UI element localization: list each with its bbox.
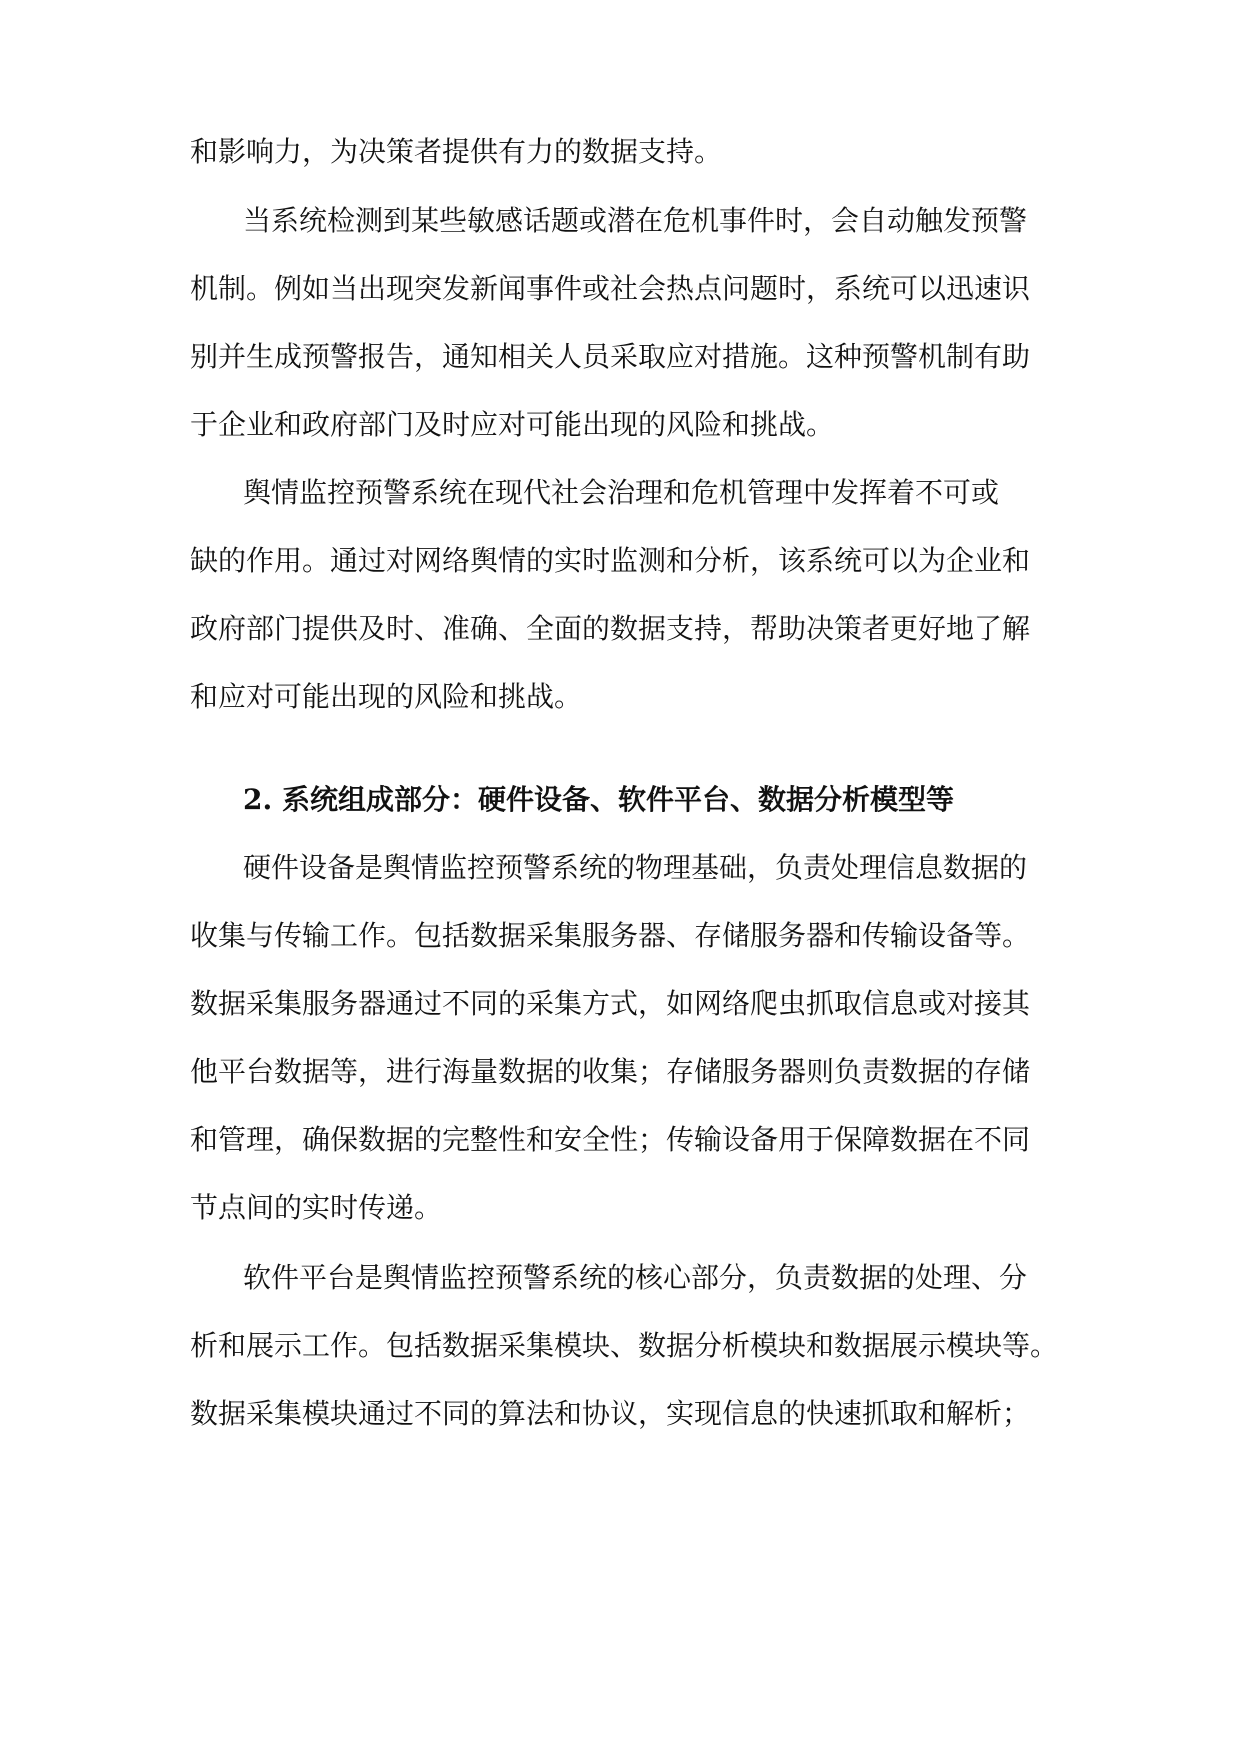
paragraph-line: 和应对可能出现的风险和挑战。 [190, 680, 583, 713]
paragraph-line: 舆情监控预警系统在现代社会治理和危机管理中发挥着不可或 [243, 476, 1000, 509]
section-heading: 2. 系统组成部分：硬件设备、软件平台、数据分析模型等 [243, 783, 954, 816]
paragraph-line: 当系统检测到某些敏感话题或潜在危机事件时，会自动触发预警 [243, 204, 1028, 237]
paragraph-line: 和影响力，为决策者提供有力的数据支持。 [190, 135, 723, 168]
paragraph-line: 和管理，确保数据的完整性和安全性；传输设备用于保障数据在不同 [190, 1123, 1031, 1156]
paragraph-line: 政府部门提供及时、准确、全面的数据支持，帮助决策者更好地了解 [190, 612, 1031, 645]
paragraph-line: 收集与传输工作。包括数据采集服务器、存储服务器和传输设备等。 [190, 919, 1031, 952]
paragraph-line: 数据采集服务器通过不同的采集方式，如网络爬虫抓取信息或对接其 [190, 987, 1031, 1020]
paragraph-line: 数据采集模块通过不同的算法和协议，实现信息的快速抓取和解析； [190, 1397, 1031, 1430]
paragraph-line: 缺的作用。通过对网络舆情的实时监测和分析，该系统可以为企业和 [190, 544, 1031, 577]
paragraph-line: 节点间的实时传递。 [190, 1191, 443, 1224]
paragraph-line: 他平台数据等，进行海量数据的收集；存储服务器则负责数据的存储 [190, 1055, 1031, 1088]
paragraph-line: 于企业和政府部门及时应对可能出现的风险和挑战。 [190, 408, 835, 441]
paragraph-line: 别并生成预警报告，通知相关人员采取应对措施。这种预警机制有助 [190, 340, 1031, 373]
paragraph-line: 析和展示工作。包括数据采集模块、数据分析模块和数据展示模块等。 [190, 1329, 1059, 1362]
paragraph-line: 硬件设备是舆情监控预警系统的物理基础，负责处理信息数据的 [243, 851, 1028, 884]
paragraph-line: 软件平台是舆情监控预警系统的核心部分，负责数据的处理、分 [243, 1261, 1028, 1294]
paragraph-line: 机制。例如当出现突发新闻事件或社会热点问题时，系统可以迅速识 [190, 272, 1031, 305]
